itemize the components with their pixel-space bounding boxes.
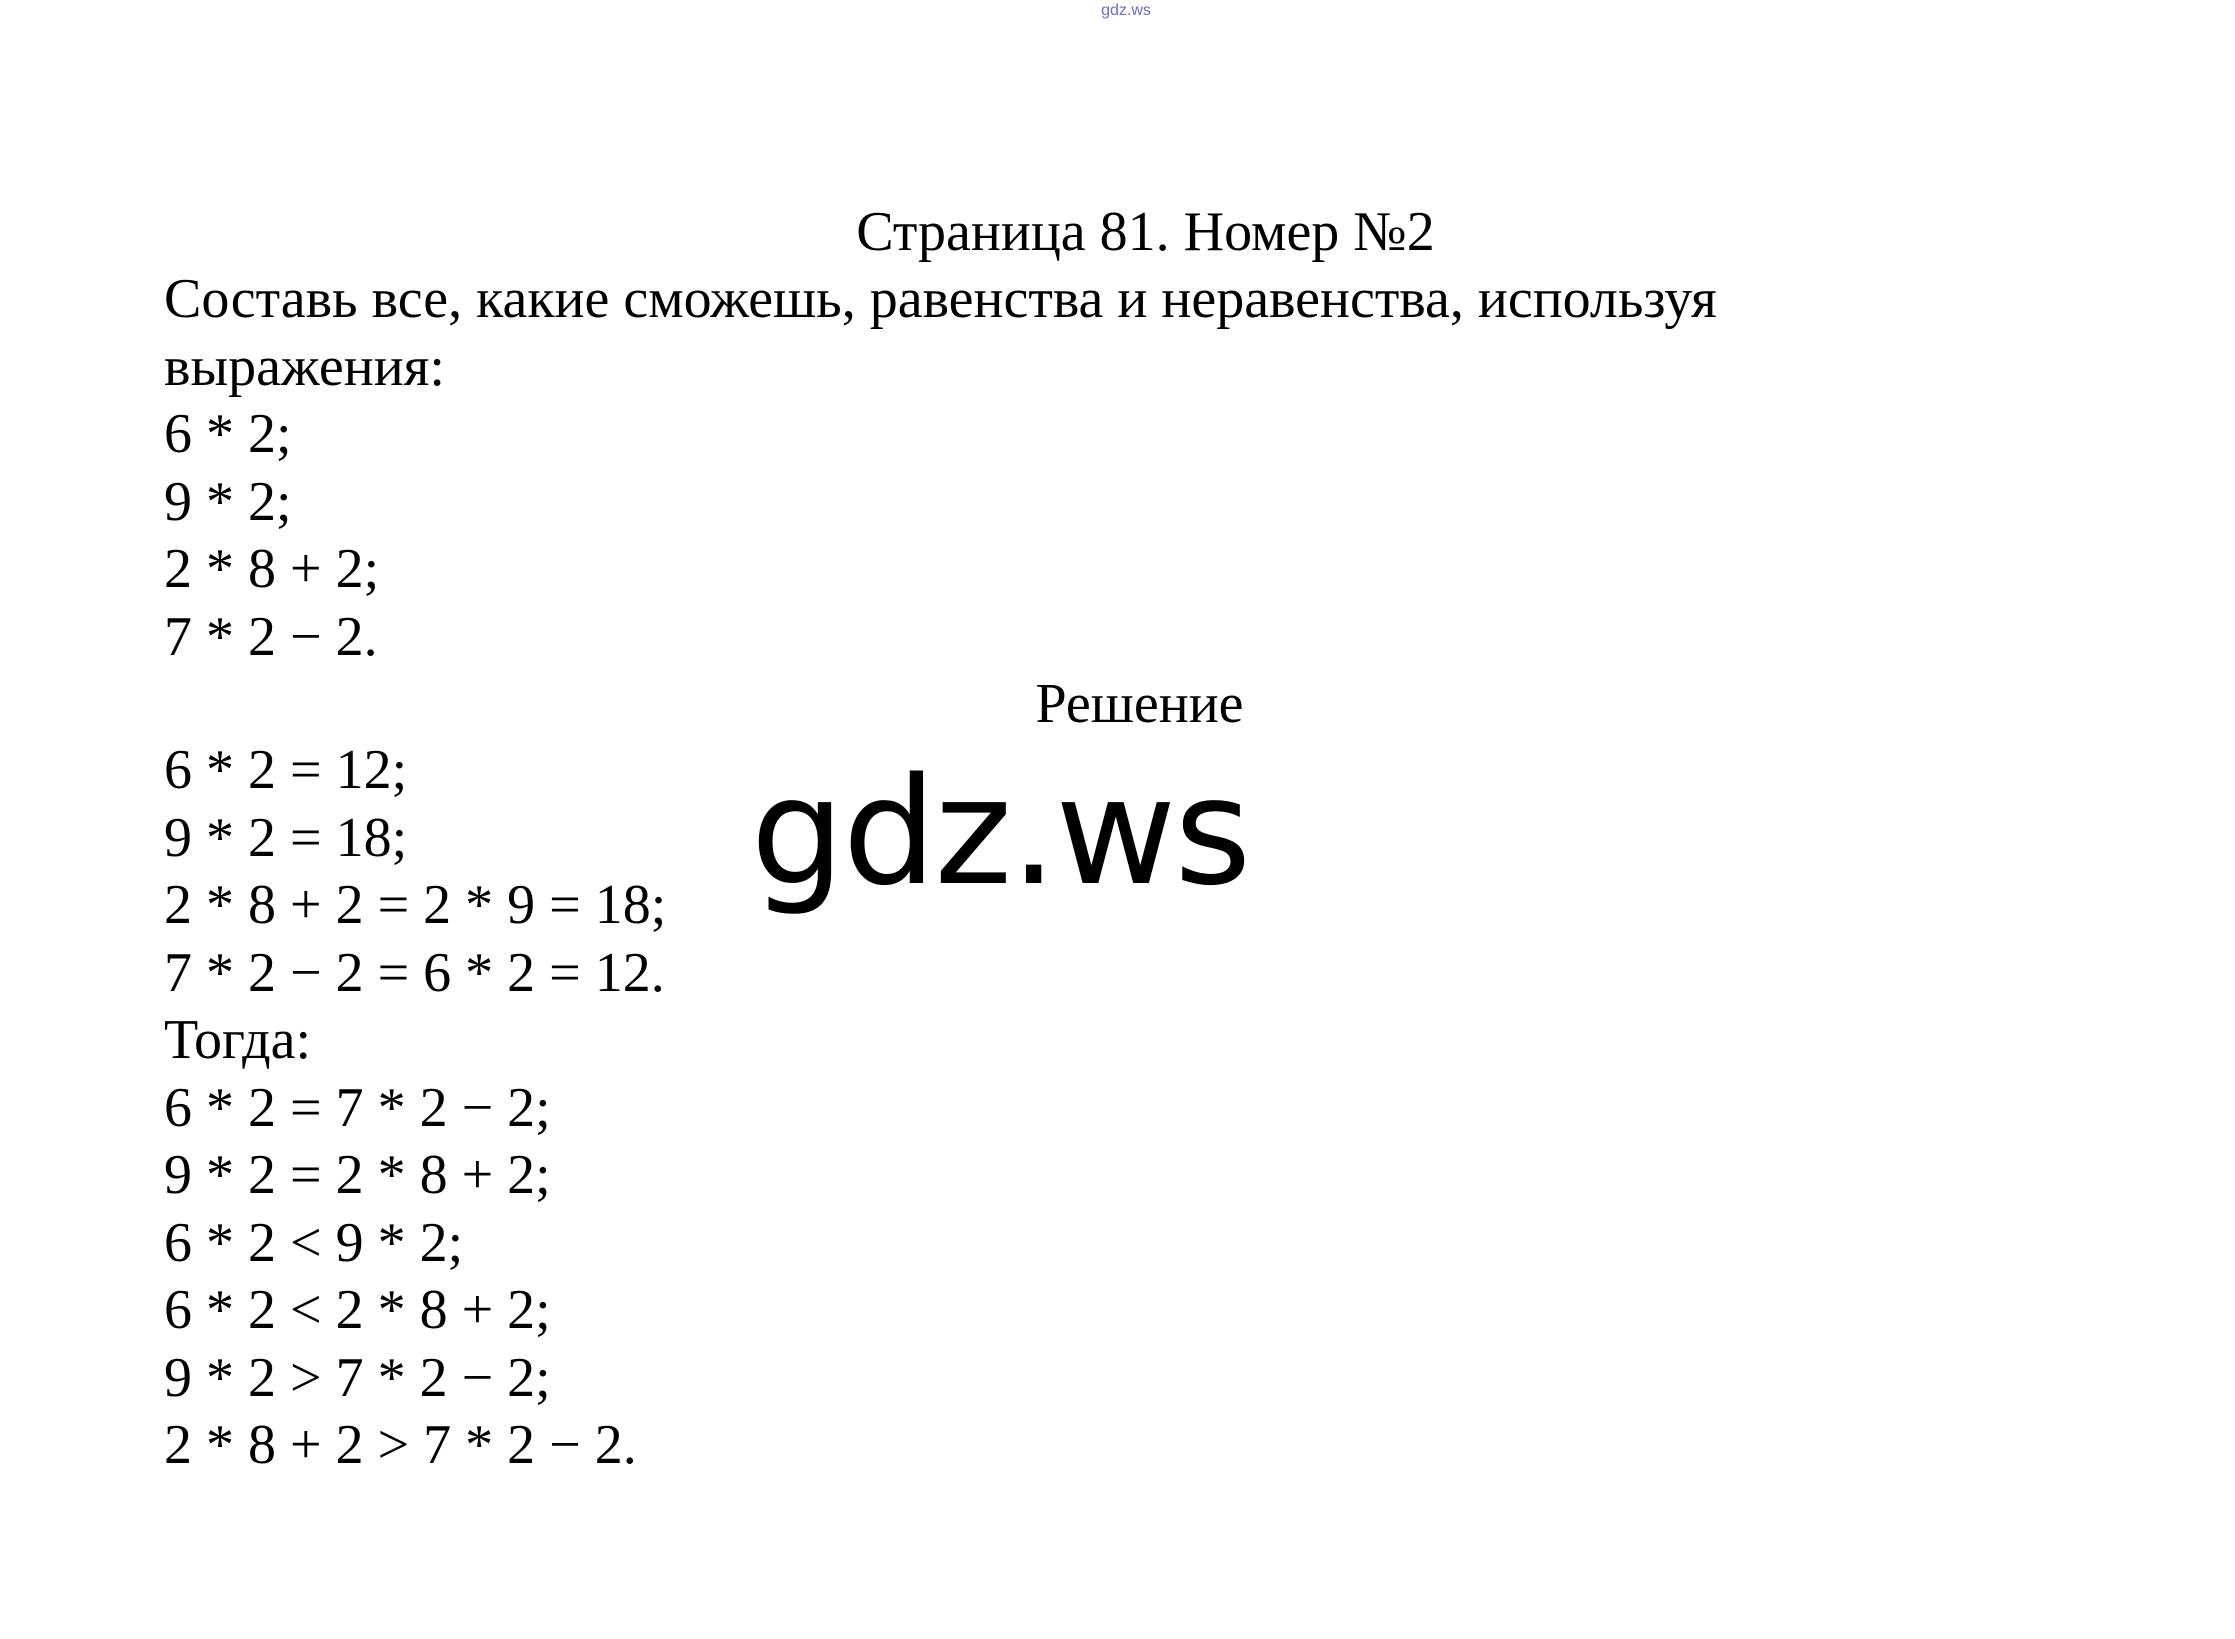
relation-line: 2 * 8 + 2 > 7 * 2 − 2. [164,1414,637,1476]
relation-line: 6 * 2 = 7 * 2 − 2; [164,1076,551,1139]
solution-heading: Решение [1035,673,1244,735]
task-expression: 6 * 2; [164,403,292,465]
watermark-logo: gdz.ws [750,746,1250,918]
task-expression: 2 * 8 + 2; [164,538,380,600]
relation-line: 9 * 2 > 7 * 2 − 2; [164,1346,551,1409]
computation-line: 2 * 8 + 2 = 2 * 9 = 18; [164,874,667,936]
relation-line: 9 * 2 = 2 * 8 + 2; [164,1144,551,1206]
task-prompt-line: выражения: [164,335,445,398]
computation-line: 9 * 2 = 18; [164,806,408,869]
then-label: Тогда: [164,1009,312,1071]
computation-line: 6 * 2 = 12; [164,739,408,801]
page-title: Страница 81. Номер №2 [856,201,1435,263]
task-expression: 7 * 2 − 2. [164,605,378,668]
site-mark: gdz.ws [1101,2,1151,19]
task-statement [164,266,2064,671]
relation-line: 6 * 2 < 2 * 8 + 2; [164,1279,551,1341]
task-prompt-line: Составь все, какие сможешь, равенства и неравенства, используя [164,268,1717,330]
computation-line: 7 * 2 − 2 = 6 * 2 = 12. [164,941,665,1004]
task-expression: 9 * 2; [164,470,292,533]
relation-line: 6 * 2 < 9 * 2; [164,1211,464,1274]
